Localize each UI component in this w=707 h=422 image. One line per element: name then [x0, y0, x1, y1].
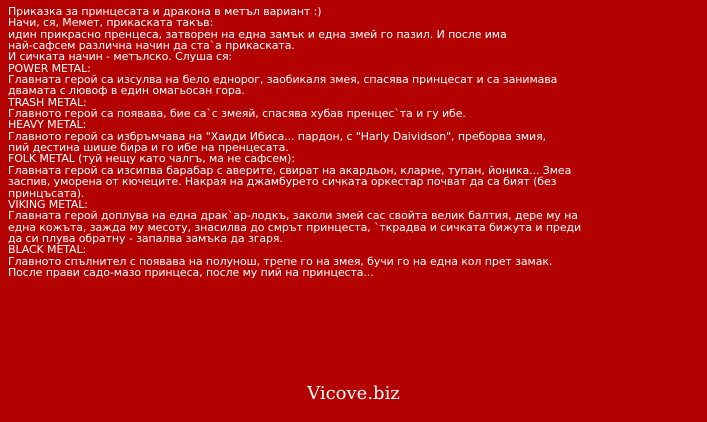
section-heading-trash-metal: TRASH METAL: — [8, 95, 87, 109]
story-line: Главното герой са избръмчава на "Хаиди Ибиса... пардон, с "Harly Daividson", преборва змия, — [8, 129, 547, 143]
story-text — [8, 6, 698, 278]
story-line: Главното спълнител с появава на полунош, трепе го на змея, бучи го на една кол прет замак. — [8, 254, 553, 268]
section-heading-power-metal: POWER METAL: — [8, 61, 91, 75]
story-line: пий дестина шише бира и го ибе на пренцесата. — [8, 141, 289, 155]
section-heading-heavy-metal: HEAVY METAL: — [8, 118, 87, 132]
story-line: принцъсата). — [8, 186, 85, 200]
story-line: Главната герой доплува на една драк`ар-лодкъ, заколи змей сас свойта велик балтия, дере му на — [8, 209, 578, 223]
story-line: заспив, уморена от кючеците. Накрая на джамбурето сичката оркестар почват да са бият (без — [8, 175, 557, 189]
section-heading-folk-metal: FOLK METAL (туй нещу като чалгъ, ма не сафсем): — [8, 152, 295, 166]
story-line: Начи, ся, Мемет, прикаската такъв: — [8, 16, 214, 30]
story-title: Приказка за принцесата и дракона в метъл вариант :) — [8, 5, 322, 18]
story-line: И сичката начин - метълско. Слуша ся: — [8, 50, 233, 64]
story-line: двамата с лювоф в един омагьосан гора. — [8, 84, 245, 98]
story-line: Главната герой са изсулва на бело еднорог, заобикаля змея, спасява принцесат и са занимава — [8, 73, 558, 87]
story-line: После прави садо-мазо принцеса, после му пий на принцеста... — [8, 265, 374, 279]
section-heading-viking-metal: VIKING METAL: — [8, 197, 88, 211]
story-line: идин прикрасно пренцеса, затворен на една замък и една змей го пазил. И после има — [8, 27, 507, 41]
site-watermark: Vicove.biz — [307, 383, 400, 404]
section-heading-black-metal: BLACK METAL: — [8, 243, 87, 257]
story-line: Главната герой са изсипва барабар с аверите, свират на акардьон, кларне, тупан, йоника... Змеа — [8, 163, 572, 177]
story-line: да си плува обратну - запалва замъка да згаря. — [8, 231, 283, 245]
story-line: Главното герой са появава, бие са`с змеяй, спасява хубав пренцес`та и гу ибе. — [8, 107, 466, 121]
story-line: най-сафсем различна начин да ста`а прикаската. — [8, 39, 295, 53]
story-line: една кожъта, зажда му месоту, знасилва до смрът принцеста, `ткрадва и сичката бижута и преди — [8, 220, 582, 234]
